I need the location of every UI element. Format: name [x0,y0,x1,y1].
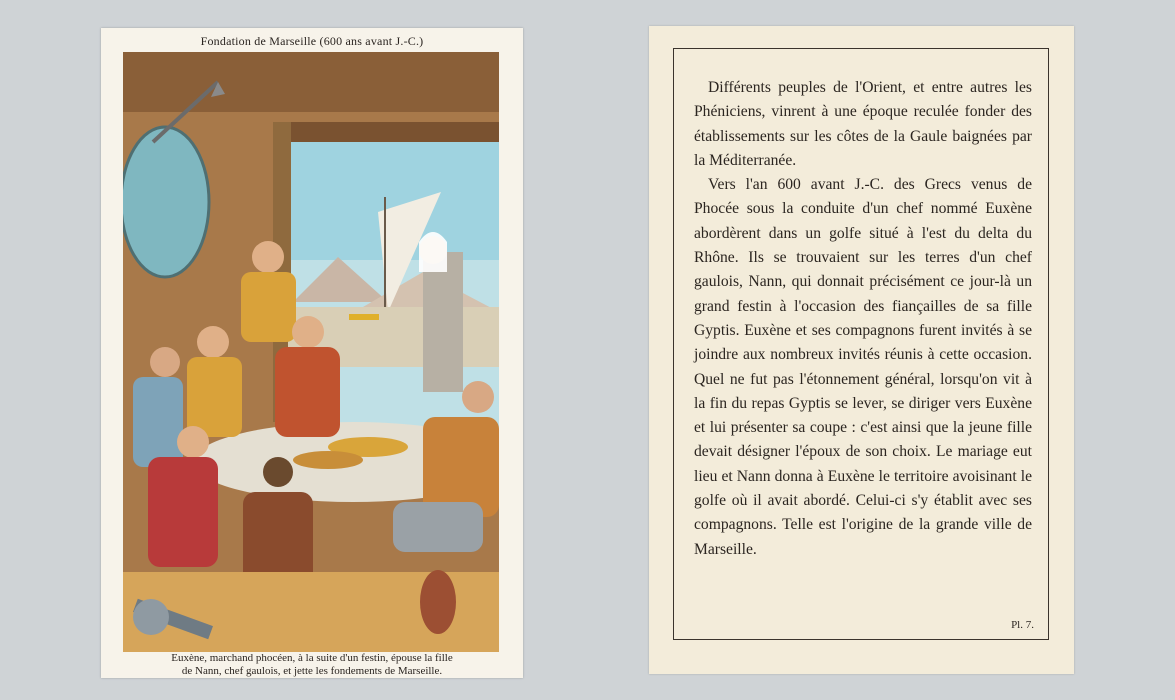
illustration-svg [123,52,499,652]
illustration-banquet [123,52,499,652]
front-card [101,28,523,678]
plate-number: Pl. 7. [1011,619,1034,631]
back-text [694,76,1032,562]
back-card [649,26,1074,674]
paragraph-2: Vers l'an 600 avant J.-C. des Grecs venus de Phocée sous la conduite d'un chef nommé Euxène abordèrent dans un golfe situé à l'est du delta du Rhône. Ils se trouvaient sur les terres d'un chef gaulois, Nann, qui donnait précisément ce jour-là un grand festin à l'occasion des fiançailles de sa fille Gyptis. Euxène et ses compagnons furent invités à se joindre aux nombreux invités réunis à cette occasion. Quel ne fut pas l'étonnement général, lorsqu'on vit à la fin du repas Gyptis se lever, se diriger vers Euxène et lui présenter sa coupe : c'est ainsi que la jeune fille devait désigner l'époux de son choix. Le mariage eut lieu et Nann donna à Euxène le territoire avoisinant le golfe où il avait abordé. Celui-ci s'y établit avec ses compagnons. Telle est l'origine de la grande ville de Marseille. [694,176,1032,558]
paragraph-1: Différents peuples de l'Orient, et entre autres les Phéniciens, vinrent à une époque reculée fonder des établissements sur les côtes de la Gaule baignées par la Méditerranée. [694,79,1032,169]
back-frame [673,48,1049,640]
caption-line-2: de Nann, chef gaulois, et jette les fondements de Marseille. [181,665,443,677]
front-caption [109,652,515,678]
front-title: Fondation de Marseille (600 ans avant J.-C.) [200,34,424,48]
caption-line-1: Euxène, marchand phocéen, à la suite d'un festin, épouse la fille [171,652,453,664]
